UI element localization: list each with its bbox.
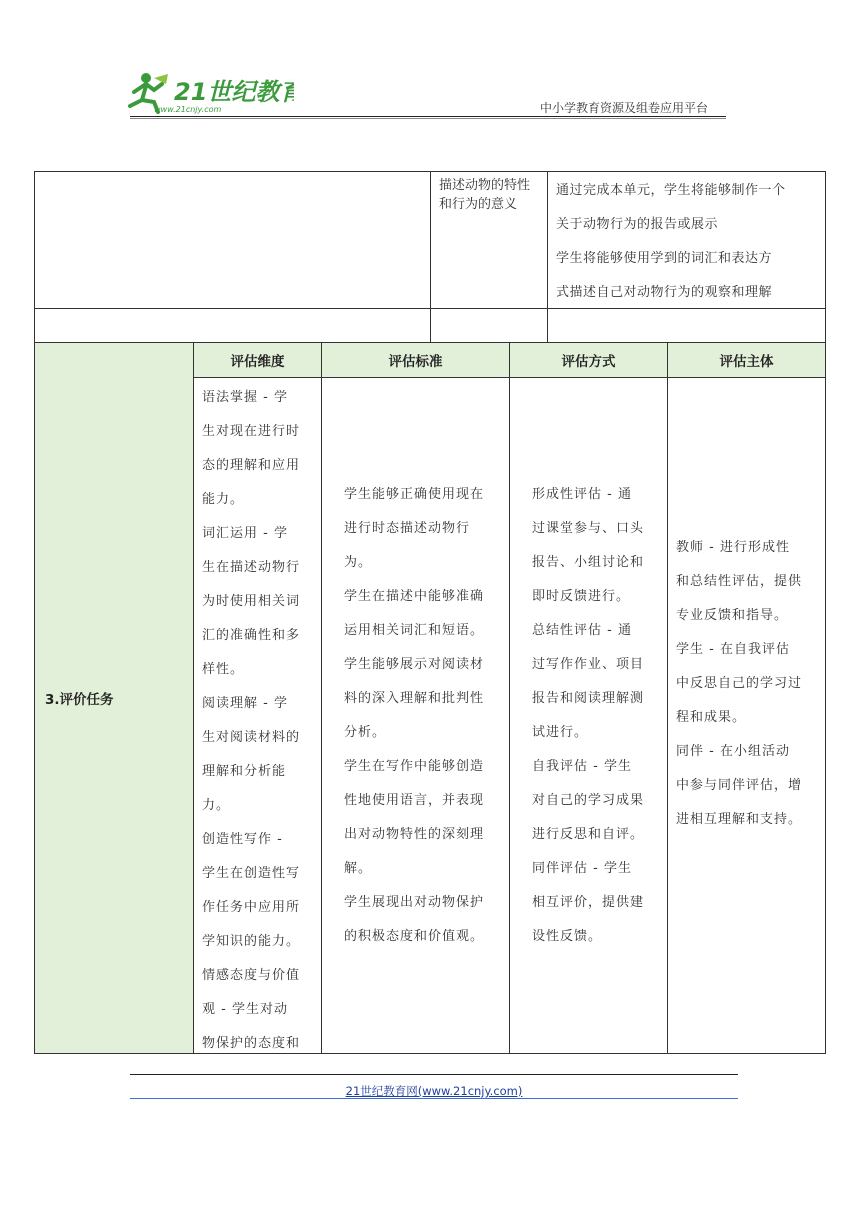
dimension-line: 物保护的态度和 (202, 1036, 301, 1051)
outcomes-text (556, 174, 817, 310)
dimension-text (202, 381, 315, 1054)
dimension-line: 情感态度与价值 (202, 968, 301, 983)
standard-line: 料的深入理解和批判性 (344, 691, 485, 706)
subject-text (676, 531, 819, 837)
section-label: 3.评价任务 (45, 692, 114, 708)
method-line: 同伴评估 - 学生 (532, 861, 632, 876)
dimension-line: 作任务中应用所 (202, 900, 301, 915)
dimension-line: 观 - 学生对动 (202, 1002, 288, 1017)
dimension-line: 汇的准确性和多 (202, 628, 301, 643)
subject-line: 同伴 - 在小组活动 (676, 744, 790, 759)
col-standard-cell (321, 377, 510, 1054)
standard-text (344, 478, 501, 954)
standard-line: 的积极态度和价值观。 (344, 929, 485, 944)
dimension-line: 生对现在进行时 (202, 424, 301, 439)
method-line: 过课堂参与、口头 (532, 521, 645, 536)
standard-line: 分析。 (344, 725, 387, 740)
method-line: 报告和阅读理解测 (532, 691, 645, 706)
standard-line: 学生能够展示对阅读材 (344, 657, 485, 672)
subject-line: 中反思自己的学习过 (676, 676, 803, 691)
header-subject: 评估主体 (667, 342, 826, 378)
dimension-line: 理解和分析能 (202, 764, 287, 779)
standard-line: 学生展现出对动物保护 (344, 895, 485, 910)
dimension-line: 生在描述动物行 (202, 560, 301, 575)
method-line: 进行反思和自评。 (532, 827, 645, 842)
dimension-line: 态的理解和应用 (202, 458, 301, 473)
dimension-line: 学生在创造性写 (202, 866, 301, 881)
method-line: 即时反馈进行。 (532, 589, 631, 604)
method-line: 报告、小组讨论和 (532, 555, 645, 570)
subject-line: 专业反馈和指导。 (676, 608, 789, 623)
standard-line: 学生能够正确使用现在 (344, 487, 485, 502)
method-text (532, 478, 661, 954)
header-standard: 评估标准 (321, 342, 510, 378)
svg-text:21世纪教育: 21世纪教育 (174, 78, 294, 106)
subject-line: 程和成果。 (676, 710, 747, 725)
subject-line: 和总结性评估，提供 (676, 574, 803, 589)
meaning-text: 描述动物的特性和行为的意义 (439, 178, 531, 212)
method-line: 总结性评估 - 通 (532, 623, 632, 638)
dimension-line: 生对阅读材料的 (202, 730, 301, 745)
standard-line: 性地使用语言，并表现 (344, 793, 485, 808)
outcome-line: 关于动物行为的报告或展示 (556, 217, 719, 232)
subject-line: 教师 - 进行形成性 (676, 540, 790, 555)
method-line: 过写作作业、项目 (532, 657, 645, 672)
svg-text:www.21cnjy.com: www.21cnjy.com (154, 105, 222, 114)
top-table-empty-row-c1 (34, 308, 431, 343)
footer-underline (130, 1098, 738, 1099)
footer-divider (130, 1074, 738, 1075)
platform-title: 中小学教育资源及组卷应用平台 (540, 101, 709, 115)
dimension-line: 学知识的能力。 (202, 934, 301, 949)
method-line: 设性反馈。 (532, 929, 603, 944)
dimension-line: 为时使用相关词 (202, 594, 301, 609)
dimension-line: 力。 (202, 798, 231, 813)
top-table-empty-row-c2 (430, 308, 548, 343)
dimension-line: 语法掌握 - 学 (202, 390, 288, 405)
standard-line: 运用相关词汇和短语。 (344, 623, 485, 638)
subject-line: 中参与同伴评估，增 (676, 778, 803, 793)
outcome-line: 通过完成本单元，学生将能够制作一个 (556, 183, 786, 198)
dimension-line: 阅读理解 - 学 (202, 696, 288, 711)
section-label-cell (34, 342, 194, 1054)
outcome-line: 式描述自己对动物行为的观察和理解 (556, 285, 773, 300)
standard-line: 学生在描述中能够准确 (344, 589, 485, 604)
dimension-line: 创造性写作 - (202, 832, 283, 847)
dimension-line: 词汇运用 - 学 (202, 526, 288, 541)
outcome-line: 学生将能够使用学到的词汇和表达方 (556, 251, 773, 266)
col-method-cell (509, 377, 668, 1054)
standard-line: 解。 (344, 861, 373, 876)
site-logo (124, 70, 294, 116)
method-line: 试进行。 (532, 725, 589, 740)
standard-line: 学生在写作中能够创造 (344, 759, 485, 774)
standard-line: 出对动物特性的深刻理 (344, 827, 485, 842)
standard-line: 为。 (344, 555, 373, 570)
subject-line: 进相互理解和支持。 (676, 812, 803, 827)
method-line: 形成性评估 - 通 (532, 487, 632, 502)
col-dimension-cell (193, 377, 322, 1054)
dimension-line: 样性。 (202, 662, 245, 677)
header-divider-thin (130, 118, 726, 119)
header-method: 评估方式 (509, 342, 668, 378)
standard-line: 进行时态描述动物行 (344, 521, 471, 536)
method-line: 相互评价，提供建 (532, 895, 645, 910)
header-dimension: 评估维度 (193, 342, 322, 378)
col-subject-cell (667, 377, 826, 1054)
dimension-line: 能力。 (202, 492, 245, 507)
top-table-cell-meaning (430, 171, 548, 309)
method-line: 对自己的学习成果 (532, 793, 645, 808)
footer-link[interactable]: 21世纪教育网(www.21cnjy.com) (345, 1084, 523, 1098)
subject-line: 学生 - 在自我评估 (676, 642, 790, 657)
top-table-cell-empty (34, 171, 431, 309)
top-table-cell-outcomes (547, 171, 826, 309)
header-divider (130, 116, 726, 117)
method-line: 自我评估 - 学生 (532, 759, 632, 774)
top-table-empty-row-c3 (547, 308, 826, 343)
